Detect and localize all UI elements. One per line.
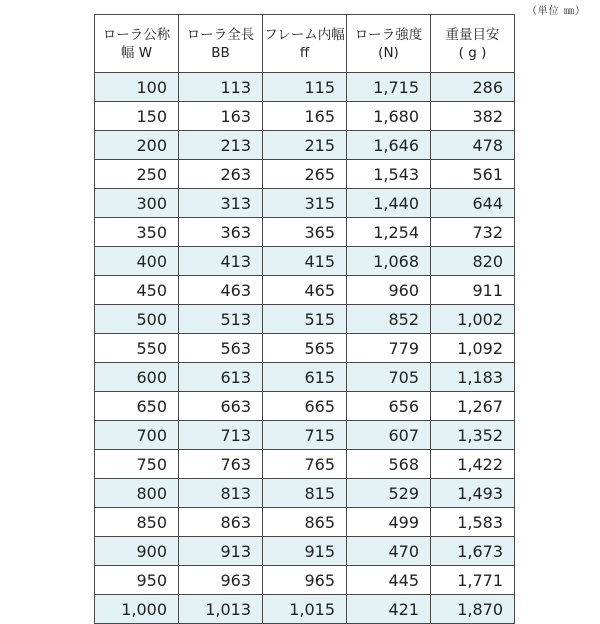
table-row bbox=[95, 218, 515, 247]
cell-weight: 1,771 bbox=[431, 566, 515, 595]
header-nominal-width bbox=[95, 15, 179, 73]
cell-frame-inner-width: 515 bbox=[263, 305, 347, 334]
cell-frame-inner-width: 965 bbox=[263, 566, 347, 595]
cell-weight: 1,583 bbox=[431, 508, 515, 537]
cell-nominal-width: 150 bbox=[95, 102, 179, 131]
cell-weight: 382 bbox=[431, 102, 515, 131]
cell-roller-length: 913 bbox=[179, 537, 263, 566]
table-row bbox=[95, 247, 515, 276]
cell-frame-inner-width: 715 bbox=[263, 421, 347, 450]
table-row bbox=[95, 392, 515, 421]
cell-roller-strength: 1,715 bbox=[347, 73, 431, 102]
cell-roller-strength: 499 bbox=[347, 508, 431, 537]
cell-roller-strength: 1,440 bbox=[347, 189, 431, 218]
cell-nominal-width: 400 bbox=[95, 247, 179, 276]
cell-nominal-width: 650 bbox=[95, 392, 179, 421]
cell-weight: 286 bbox=[431, 73, 515, 102]
cell-roller-length: 113 bbox=[179, 73, 263, 102]
table-row bbox=[95, 305, 515, 334]
cell-frame-inner-width: 915 bbox=[263, 537, 347, 566]
cell-frame-inner-width: 265 bbox=[263, 160, 347, 189]
cell-nominal-width: 600 bbox=[95, 363, 179, 392]
cell-roller-strength: 960 bbox=[347, 276, 431, 305]
cell-roller-length: 713 bbox=[179, 421, 263, 450]
cell-frame-inner-width: 615 bbox=[263, 363, 347, 392]
table-row bbox=[95, 189, 515, 218]
table-body bbox=[95, 73, 515, 624]
cell-frame-inner-width: 315 bbox=[263, 189, 347, 218]
table-row bbox=[95, 537, 515, 566]
cell-roller-strength: 529 bbox=[347, 479, 431, 508]
cell-weight: 561 bbox=[431, 160, 515, 189]
cell-weight: 1,183 bbox=[431, 363, 515, 392]
table-row bbox=[95, 566, 515, 595]
table-row bbox=[95, 334, 515, 363]
cell-weight: 732 bbox=[431, 218, 515, 247]
cell-frame-inner-width: 865 bbox=[263, 508, 347, 537]
cell-weight: 1,422 bbox=[431, 450, 515, 479]
cell-roller-strength: 779 bbox=[347, 334, 431, 363]
header-line: (N) bbox=[378, 44, 399, 61]
header-line: 幅 W bbox=[120, 44, 153, 61]
header-roller-length bbox=[179, 15, 263, 73]
cell-nominal-width: 500 bbox=[95, 305, 179, 334]
cell-weight: 1,673 bbox=[431, 537, 515, 566]
header-line: ローラ公称 bbox=[102, 26, 171, 43]
table-row bbox=[95, 479, 515, 508]
cell-roller-length: 313 bbox=[179, 189, 263, 218]
unit-note: （単位 ㎜） bbox=[526, 6, 586, 17]
cell-roller-strength: 1,254 bbox=[347, 218, 431, 247]
cell-weight: 1,092 bbox=[431, 334, 515, 363]
cell-nominal-width: 200 bbox=[95, 131, 179, 160]
cell-nominal-width: 900 bbox=[95, 537, 179, 566]
table-row bbox=[95, 363, 515, 392]
table-row bbox=[95, 450, 515, 479]
table-row bbox=[95, 73, 515, 102]
table-row bbox=[95, 131, 515, 160]
cell-roller-length: 763 bbox=[179, 450, 263, 479]
cell-nominal-width: 700 bbox=[95, 421, 179, 450]
cell-roller-strength: 470 bbox=[347, 537, 431, 566]
cell-roller-strength: 1,646 bbox=[347, 131, 431, 160]
cell-frame-inner-width: 765 bbox=[263, 450, 347, 479]
cell-nominal-width: 850 bbox=[95, 508, 179, 537]
cell-weight: 1,493 bbox=[431, 479, 515, 508]
header-line: BB bbox=[211, 44, 230, 61]
cell-nominal-width: 450 bbox=[95, 276, 179, 305]
cell-frame-inner-width: 1,015 bbox=[263, 595, 347, 624]
cell-roller-length: 613 bbox=[179, 363, 263, 392]
cell-nominal-width: 550 bbox=[95, 334, 179, 363]
cell-frame-inner-width: 365 bbox=[263, 218, 347, 247]
header-line: ローラ強度 bbox=[354, 26, 423, 43]
cell-roller-strength: 656 bbox=[347, 392, 431, 421]
cell-frame-inner-width: 565 bbox=[263, 334, 347, 363]
table-header bbox=[95, 15, 515, 73]
cell-nominal-width: 350 bbox=[95, 218, 179, 247]
header-row bbox=[95, 15, 515, 73]
header-frame-inner-width bbox=[263, 15, 347, 73]
table-row bbox=[95, 102, 515, 131]
table-row bbox=[95, 508, 515, 537]
cell-roller-strength: 421 bbox=[347, 595, 431, 624]
cell-weight: 1,002 bbox=[431, 305, 515, 334]
header-line: ff bbox=[299, 44, 310, 61]
cell-nominal-width: 750 bbox=[95, 450, 179, 479]
cell-roller-length: 863 bbox=[179, 508, 263, 537]
cell-frame-inner-width: 665 bbox=[263, 392, 347, 421]
cell-nominal-width: 800 bbox=[95, 479, 179, 508]
header-line: ローラ全長 bbox=[186, 26, 255, 43]
roller-spec-table bbox=[94, 14, 515, 624]
cell-frame-inner-width: 815 bbox=[263, 479, 347, 508]
table-row bbox=[95, 595, 515, 624]
cell-frame-inner-width: 115 bbox=[263, 73, 347, 102]
cell-roller-strength: 705 bbox=[347, 363, 431, 392]
cell-nominal-width: 250 bbox=[95, 160, 179, 189]
cell-nominal-width: 1,000 bbox=[95, 595, 179, 624]
cell-weight: 1,870 bbox=[431, 595, 515, 624]
cell-weight: 644 bbox=[431, 189, 515, 218]
cell-roller-strength: 1,543 bbox=[347, 160, 431, 189]
cell-weight: 911 bbox=[431, 276, 515, 305]
cell-roller-length: 813 bbox=[179, 479, 263, 508]
cell-weight: 1,267 bbox=[431, 392, 515, 421]
cell-roller-length: 463 bbox=[179, 276, 263, 305]
cell-roller-length: 663 bbox=[179, 392, 263, 421]
cell-nominal-width: 100 bbox=[95, 73, 179, 102]
cell-nominal-width: 300 bbox=[95, 189, 179, 218]
table-row bbox=[95, 276, 515, 305]
header-line: フレーム内幅 bbox=[264, 26, 345, 43]
cell-frame-inner-width: 165 bbox=[263, 102, 347, 131]
cell-roller-length: 413 bbox=[179, 247, 263, 276]
cell-roller-length: 963 bbox=[179, 566, 263, 595]
header-roller-strength bbox=[347, 15, 431, 73]
cell-roller-length: 163 bbox=[179, 102, 263, 131]
cell-roller-length: 513 bbox=[179, 305, 263, 334]
cell-roller-strength: 852 bbox=[347, 305, 431, 334]
cell-roller-length: 263 bbox=[179, 160, 263, 189]
cell-roller-strength: 568 bbox=[347, 450, 431, 479]
cell-roller-length: 213 bbox=[179, 131, 263, 160]
cell-roller-strength: 607 bbox=[347, 421, 431, 450]
cell-roller-strength: 445 bbox=[347, 566, 431, 595]
cell-frame-inner-width: 215 bbox=[263, 131, 347, 160]
cell-frame-inner-width: 415 bbox=[263, 247, 347, 276]
cell-roller-strength: 1,068 bbox=[347, 247, 431, 276]
cell-roller-length: 563 bbox=[179, 334, 263, 363]
table-row bbox=[95, 421, 515, 450]
cell-weight: 820 bbox=[431, 247, 515, 276]
header-weight bbox=[431, 15, 515, 73]
cell-roller-length: 1,013 bbox=[179, 595, 263, 624]
cell-nominal-width: 950 bbox=[95, 566, 179, 595]
header-line: ( g ) bbox=[458, 44, 487, 61]
cell-frame-inner-width: 465 bbox=[263, 276, 347, 305]
cell-weight: 478 bbox=[431, 131, 515, 160]
cell-roller-length: 363 bbox=[179, 218, 263, 247]
table-row bbox=[95, 160, 515, 189]
cell-roller-strength: 1,680 bbox=[347, 102, 431, 131]
header-line: 重量目安 bbox=[445, 26, 500, 43]
cell-weight: 1,352 bbox=[431, 421, 515, 450]
